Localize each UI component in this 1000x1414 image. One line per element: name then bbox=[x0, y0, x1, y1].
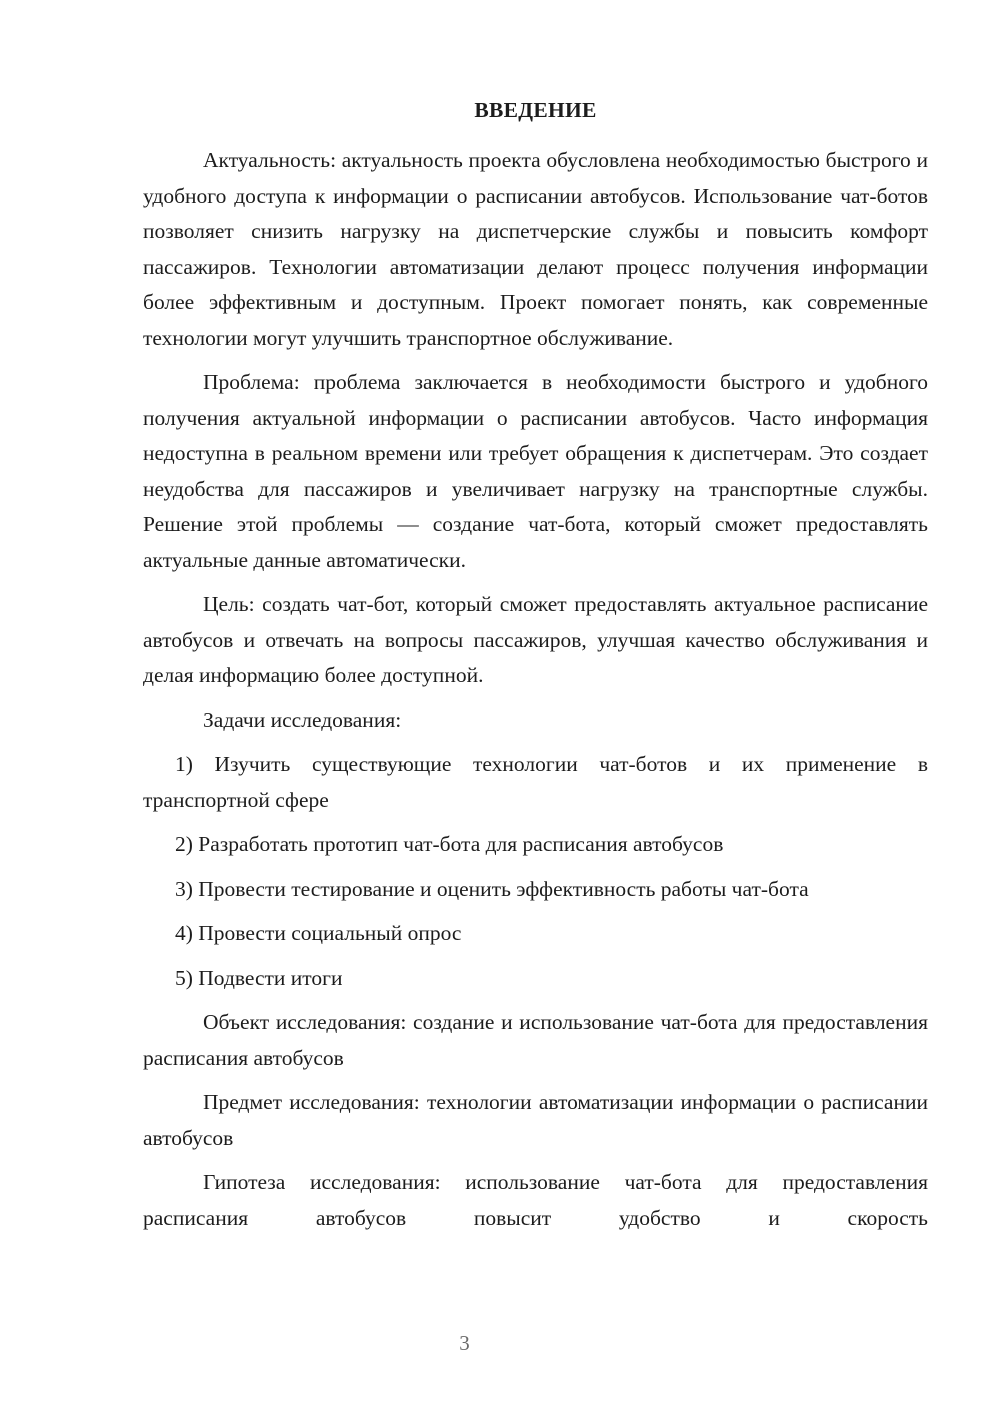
problem-paragraph: Проблема: проблема заключается в необходимости быстрого и удобного получения актуальной информации о расписании автобусов. Часто информация недоступна в реальном времени или требует обращения к диспетчерам. Это создает неудобства для пассажиров и увеличивает нагрузку на транспортные службы. Решение этой проблемы — создание чат-бота, который сможет предоставлять актуальные данные автоматически. bbox=[143, 370, 928, 572]
goal-paragraph: Цель: создать чат-бот, который сможет предоставлять актуальное расписание автобусов и отвечать на вопросы пассажиров, улучшая качество обслуживания и делая информацию более доступной. bbox=[143, 592, 928, 687]
subject-paragraph: Предмет исследования: технологии автоматизации информации о расписании автобусов bbox=[143, 1090, 928, 1150]
task-item: 3) Провести тестирование и оценить эффективность работы чат-бота bbox=[175, 876, 809, 901]
page-number: 3 bbox=[459, 1331, 470, 1355]
relevance-paragraph: Актуальность: актуальность проекта обусловлена необходимостью быстрого и удобного доступа к информации о расписании автобусов. Использование чат-ботов позволяет снизить нагрузку на диспетчерские службы и повысить комфорт пассажиров. Технологии автоматизации делают процесс получения информации более эффективным и доступным. Проект помогает понять, как современные технологии могут улучшить транспортное обслуживание. bbox=[143, 148, 928, 350]
task-item: 1) Изучить существующие технологии чат-ботов и их применение в транспортной сфере bbox=[143, 752, 928, 812]
section-heading: ВВЕДЕНИЕ bbox=[474, 98, 597, 122]
task-item: 5) Подвести итоги bbox=[175, 965, 343, 990]
tasks-intro: Задачи исследования: bbox=[203, 707, 402, 732]
object-paragraph: Объект исследования: создание и использование чат-бота для предоставления расписания автобусов bbox=[143, 1010, 928, 1070]
task-item: 4) Провести социальный опрос bbox=[175, 921, 462, 945]
task-item: 2) Разработать прототип чат-бота для расписания автобусов bbox=[175, 832, 724, 856]
hypothesis-paragraph: Гипотеза исследования: использование чат-бота для предоставления расписания автобусов повысит удобство и скорость bbox=[143, 1170, 928, 1230]
page-content bbox=[143, 95, 928, 1236]
